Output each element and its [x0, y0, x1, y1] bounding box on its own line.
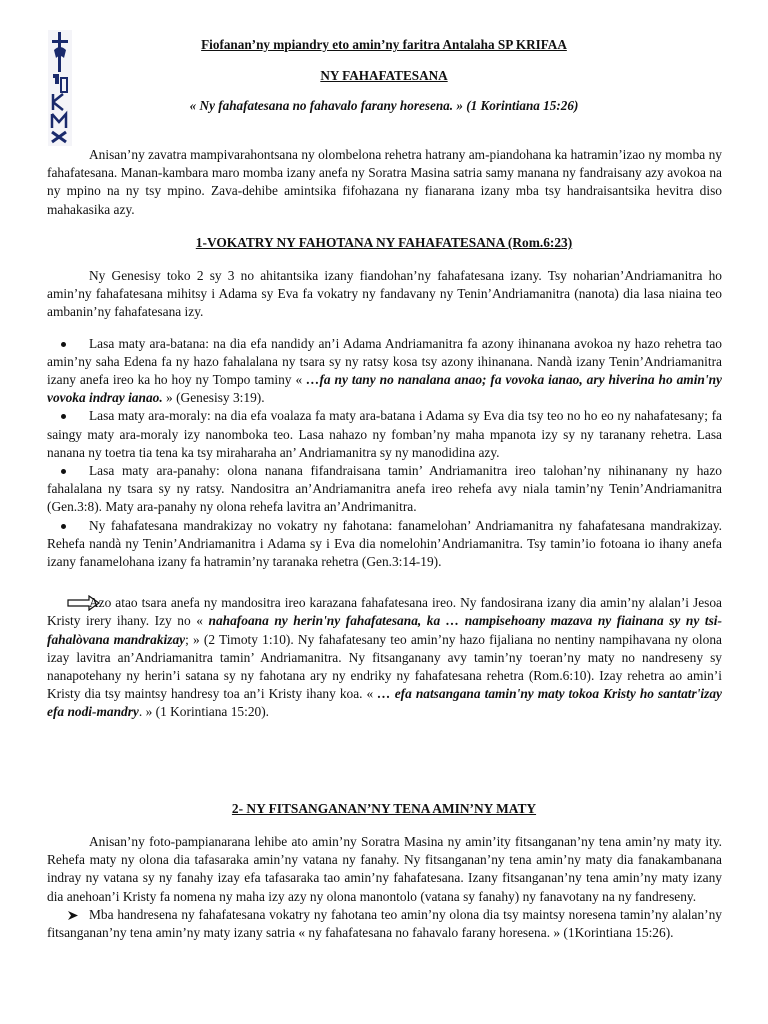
arrowhead-bullet-text: Mba handresena ny fahafatesana vokatry ny fahotana teo amin’ny olona dia tsy maintsy noresena tamin’ny alalan’ny fitsanganan’ny tena amin’ny maty izany satria « ny fahafatesana no fahavalo farany horesena. » (1Korintiana 15:26). [47, 906, 722, 941]
section-1-body [47, 267, 722, 722]
bullet-quote: …fa ny tany no nanalana anao; fa vovoka ianao, ary hiverina ho amin'ny vovoka indray ianao. [47, 372, 722, 406]
document-title: Fiofanan’ny mpiandry eto amin’ny faritra Antalaha SP KRIFAA [201, 37, 567, 52]
bullet-dot-icon [61, 414, 66, 419]
bullet-text: Ny fahafatesana mandrakizay no vokatry ny fahotana: fanamelohan’ Andriamanitra ny fahafatesana mandrakizay. Rehefa nandà ny Tenin’Andriamanitra i Adama sy i Eva dia nomelohin’Andriamanitra. Tsy tamin’io fotoana io ihany anefa izany fanamelohana izany fa hatramin’ny taranaka rehetra (Gen.3:14-19). [47, 517, 722, 570]
arrow-text: ; » (2 Timoty 1:10). Ny fahafatesany teo amin’ny hazo fijaliana no nentiny nampihavana ny olona izay lavitra an’Andriamanitra tamin’ Andriamanitra. Ny fitsanganany avy tamin’ny toeran’ny maty no nandreseny sy nanapotehany ny herin’i satana sy ny fahotana ary ny endriky ny fahafatesana rehetra (Rom.6:10). Izay rehetra ao amin’i Kristy dia tsy maintsy handresy toa an’i Kristy ihany koa. « [47, 631, 722, 702]
bullet-dot-icon [61, 524, 66, 529]
bullet-item [47, 407, 722, 462]
arrow-paragraph [47, 594, 722, 721]
section-2-intro: Anisan’ny foto-pampianarana lehibe ato amin’ny Soratra Masina ny amin’ity fitsanganan’ny tena amin’ny maty ity. Rehefa maty ny olona dia tafasaraka amin’ny vatana ny fanahy. Ny fitsanganan’ny tena amin’ny maty dia fanakambanana indray ny vatana sy ny fanahy izay efa tafasaraka tao amin’ny fahafatesana. Izany fitsanganan’ny tena amin’ny maty izany dia anehoan’i Kristy fa nomena ny maha izy azy ny olona manontolo (vatana sy fanahy) ny fanavotany na ny fandreseny. [47, 834, 722, 904]
arrow-quote-2: … efa natsangana tamin'ny maty tokoa Kristy ho santatr'izay efa nodi-mandry [47, 686, 722, 720]
arrow-text: Azo atao tsara anefa ny mandositra ireo karazana fahafatesana ireo. Ny fandosirana izany dia amin’ny alalan’i Jesoa Kristy irery ihany. Izy no « [47, 595, 722, 629]
bullet-item [47, 462, 722, 517]
bullet-text: Lasa maty ara-panahy: olona nanana fifandraisana tamin’ Andriamanitra ireo talohan’ny nihinanany ny hazo fahalalana ny tsara sy ny ratsy. Nandositra an’Andriamanitra anefa ireo rehefa avy niala tamin’ny Tenin’Andriamanitra (Gen.3:8). Maty ara-panahy ny olona rehefa lavitra an’Andrimanitra. [47, 463, 722, 515]
section-2-title: 2- NY FITSANGANAN’NY TENA AMIN’NY MATY [231, 801, 537, 816]
bullet-dot-icon [61, 342, 66, 347]
intro-paragraph: Anisan’ny zavatra mampivarahontsana ny olombelona rehetra hatrany am-piandohana ka hatramin’izao ny momba ny fahafatesana. Manan-kambara maro momba izany anefa ny Soratra Masina satria samy manana ny fandraisany azy avokoa na ny mpino na ny tsy mpino. Zava-dehibe amintsika fifohazana ny fianarana izany mba tsy handraisantsika hevitra diso mahakasika azy. [47, 147, 722, 217]
key-verse: « Ny fahafatesana no fahavalo farany horesena. » (1 Korintiana 15:26) [189, 98, 579, 113]
arrowhead-bullet-item [47, 906, 722, 942]
arrow-text: . » (1 Korintiana 15:20). [138, 704, 270, 720]
document-subtitle: NY FAHAFATESANA [320, 68, 448, 83]
bullet-ref: » (Genesisy 3:19). [162, 390, 265, 406]
intro-block [47, 146, 722, 219]
section-1-intro: Ny Genesisy toko 2 sy 3 no ahitantsika izany fiandohan’ny fahafatesana izany. Tsy noharian’Andriamanitra ho amin’ny fahafatesana mihitsy i Adama sy Eva fa vokatry ny fandavany ny Tenin’Andriamanitra (nanota) dia lasa niaina teo ambanin’ny fahafatesana izy. [47, 268, 722, 320]
bullet-item [47, 517, 722, 572]
spacer [47, 571, 722, 594]
bullet-text: Lasa maty ara-batana: na dia efa nandidy an’i Adama Andriamanitra fa azony ihinanana avokoa ny hazo rehetra tao amin’ny saha Edena fa ny hazo fahalalana ny tsara sy ny ratsy kosa tsy azony ihinanana. Nandà izany Tenin’Andriamanitra izany anefa ireo ka ho hoy ny Tompo taminy « [47, 335, 722, 388]
bullet-dot-icon [61, 469, 66, 474]
bullet-item [47, 335, 722, 408]
section-2-body [47, 833, 722, 942]
bullet-text: Lasa maty ara-moraly: na dia efa voalaza fa maty ara-batana i Adama sy Eva dia tsy teo no ho eo ny nahafatesany; fa saingy maty ara-moraly izy nanomboka teo. Lasa nahazo ny fomban’ny maha mpanota izy sy ny taranany rehetra. Lasa nanana ny toetra tia tena ka tsy miraharaha an’ Andriamanitra sy ny manodidina azy. [47, 408, 722, 460]
section-1-title: 1-VOKATRY NY FAHOTANA NY FAHAFATESANA (Rom.6:23) [195, 235, 573, 250]
spacer [47, 322, 722, 335]
arrow-quote-1: nahafoana ny herin'ny fahafatesana, ka … nampisehoany mazava ny fiainana sy ny tsi-fahalòvana mandrakizay [47, 613, 722, 647]
arrowhead-bullet-icon [67, 910, 79, 921]
right-arrow-icon [67, 595, 101, 611]
